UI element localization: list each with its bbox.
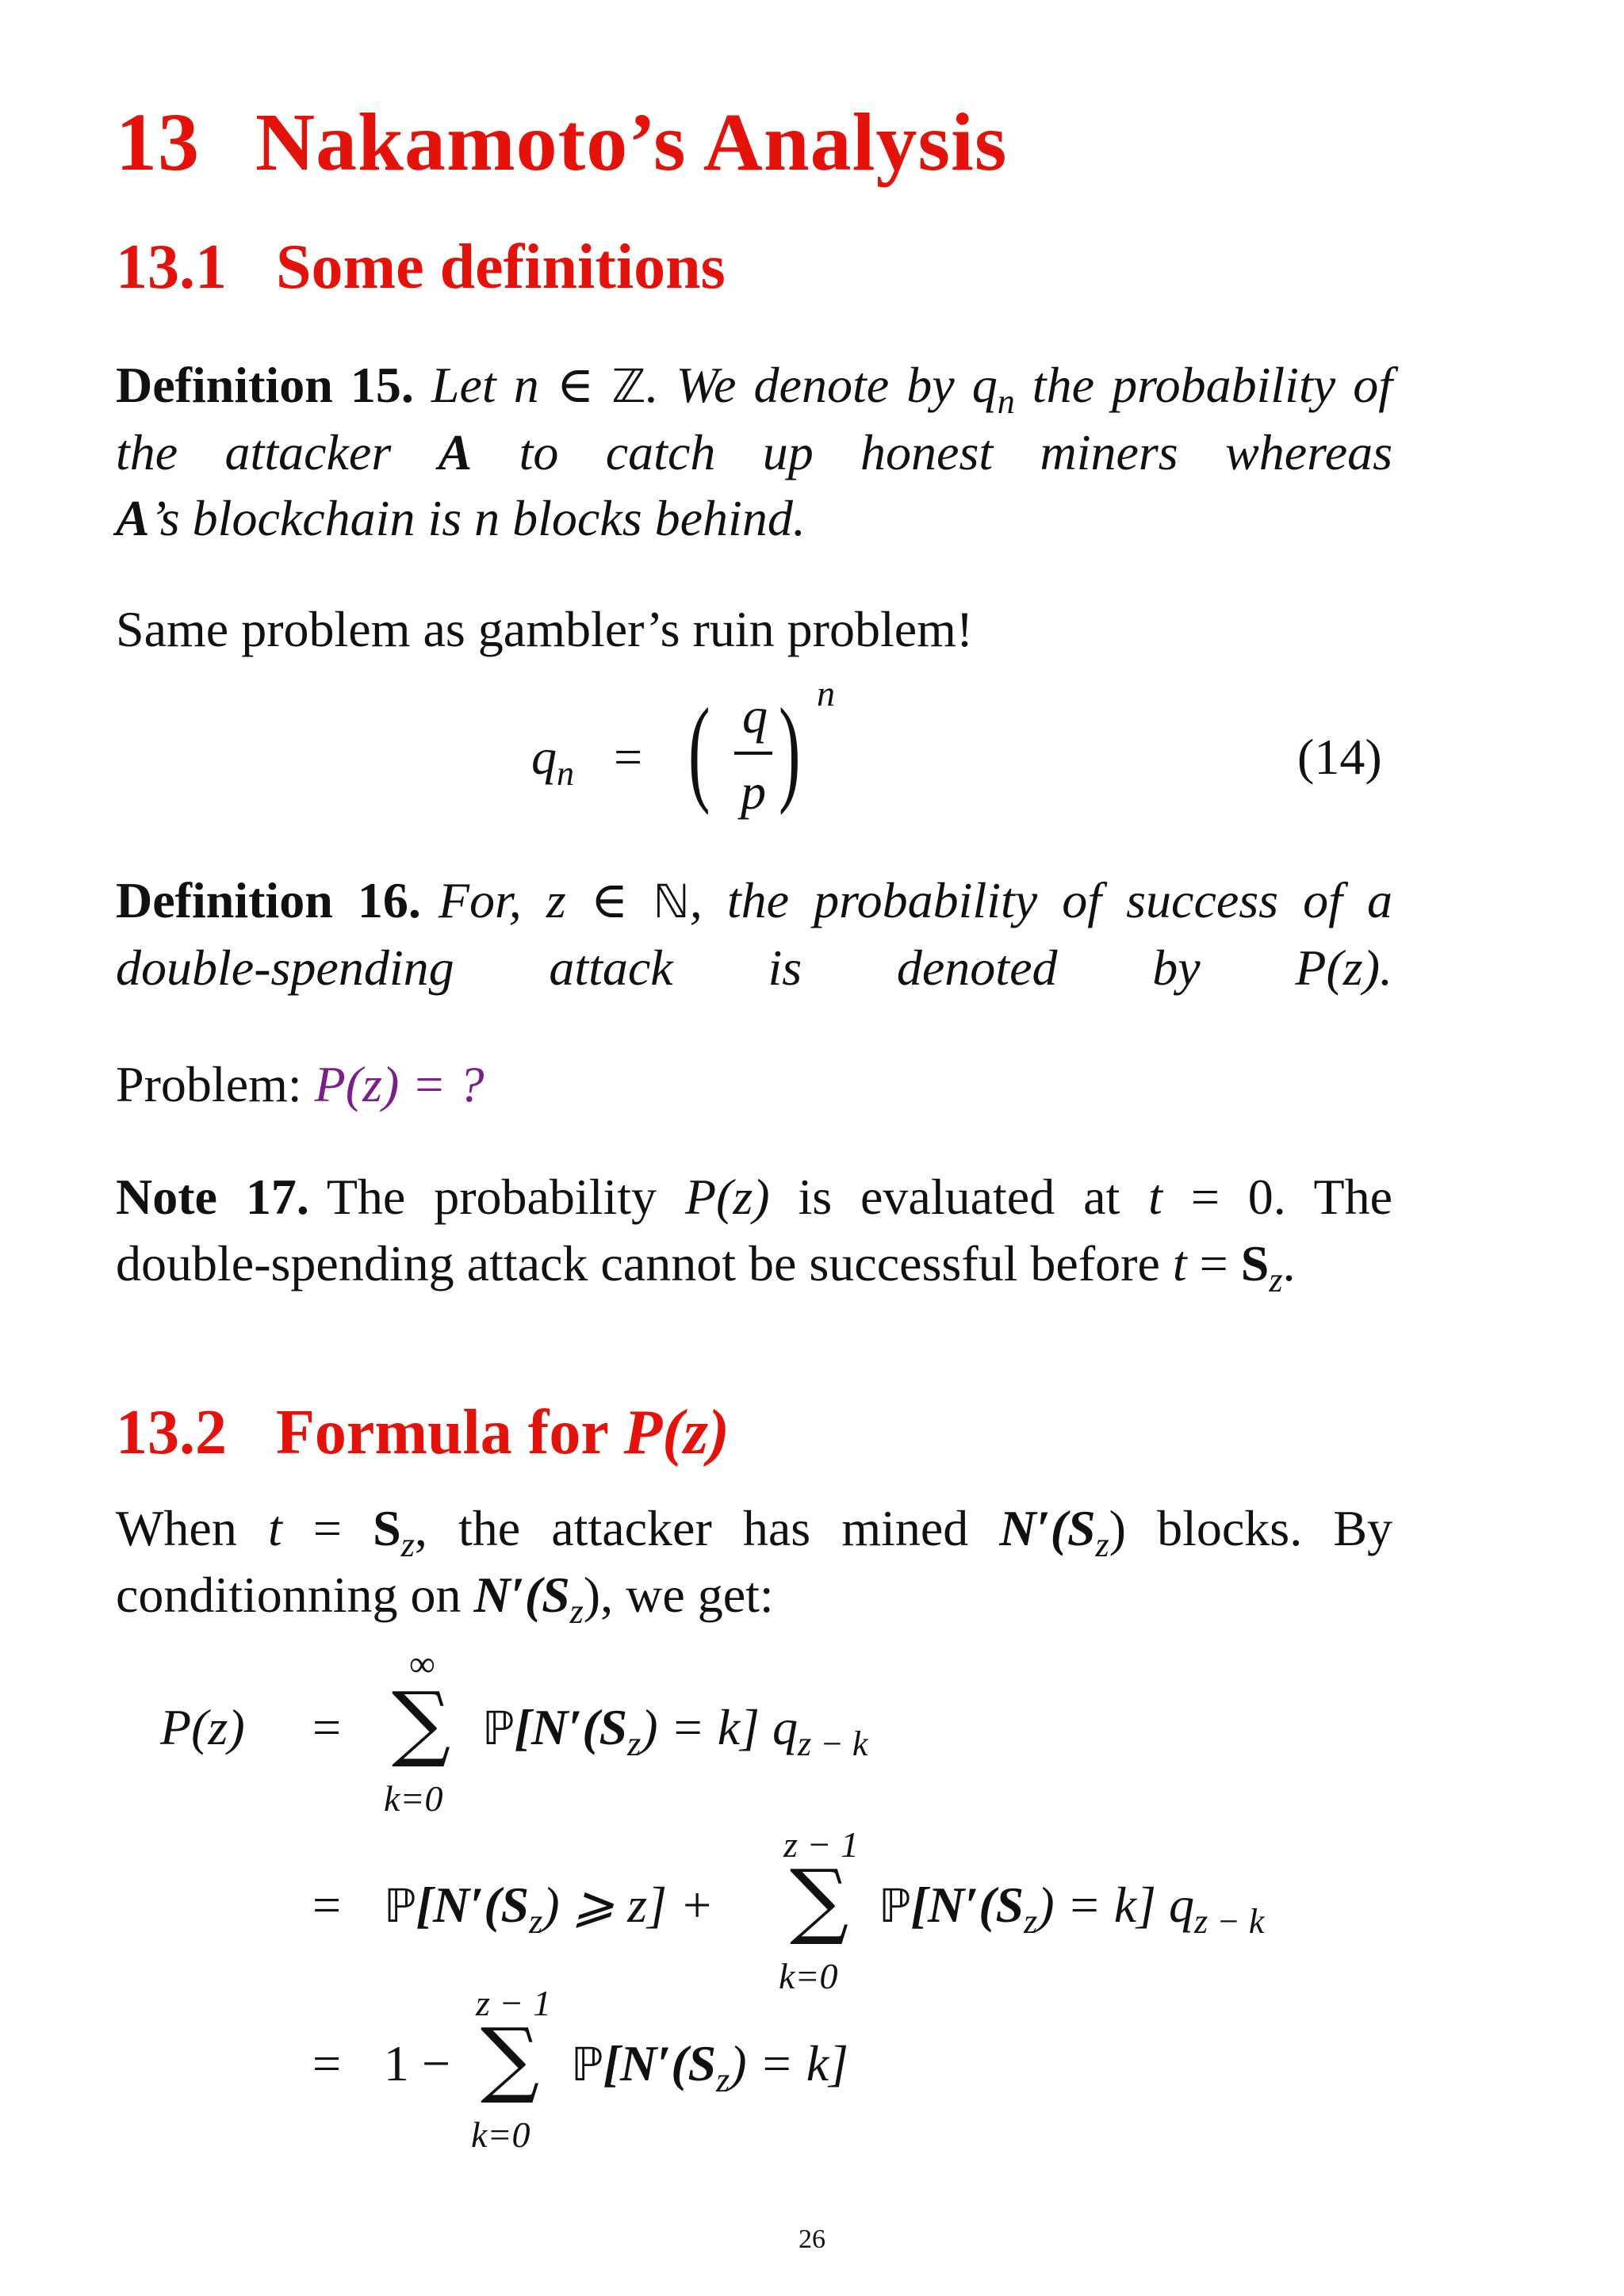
eq-term: ) ⩾ z] + (542, 1877, 714, 1933)
subsection-title-2: Formula for (276, 1398, 624, 1468)
math-t: t (1172, 1235, 1187, 1292)
note-17 (116, 1164, 1392, 1297)
math-sub-z: z (1269, 1261, 1283, 1299)
math-integers: ℤ (611, 359, 646, 413)
eq-term: ) = k] q (1037, 1877, 1195, 1933)
definition-15-label: Definition 15. (116, 357, 414, 413)
math-t: t (1148, 1169, 1162, 1225)
prob-symbol: ℙ (482, 1701, 515, 1755)
formula-intro (116, 1495, 1393, 1631)
eq-line-3-one: 1 − (384, 2035, 451, 2091)
eq-line-2-second (879, 1876, 1265, 1941)
math-n: n (513, 357, 539, 413)
section-title (116, 95, 1007, 189)
definition-15 (116, 352, 1392, 486)
math-S: S (1240, 1235, 1270, 1292)
math-paren: ) (583, 1567, 601, 1623)
equation-14 (531, 728, 574, 793)
prob-symbol: ℙ (571, 2038, 603, 2091)
math-t: t (267, 1500, 282, 1556)
math-in: ∈ (565, 872, 653, 928)
eq-equals-2: = (312, 1877, 342, 1933)
problem-label: Problem: (116, 1056, 315, 1112)
eq-line-2-first (384, 1876, 714, 1941)
def15-text: to catch up honest miners whereas (472, 424, 1392, 480)
eq-lhs-Pz: P(z) (160, 1699, 245, 1755)
eq14-tag: (14) (1297, 729, 1382, 785)
math-sub-z: z (1024, 1902, 1038, 1941)
sum2-sigma: ∑ (790, 1851, 849, 1948)
subsection-title-1: Some definitions (276, 232, 726, 302)
eq14-lhs-sub: n (557, 754, 574, 793)
subsection-title-2-math: P(z) (623, 1398, 730, 1468)
math-equals: = (1186, 1235, 1241, 1292)
math-sub-z: z (716, 2061, 730, 2099)
math-sub-z: z (627, 1724, 642, 1763)
eq-term: ) = k] (730, 2035, 849, 2091)
note17-text: is evaluated at (769, 1169, 1149, 1225)
def15-text: ’s blockchain is (149, 490, 475, 546)
math-z: z (546, 872, 566, 928)
eq14-numerator: q (742, 687, 768, 744)
subsection-number-2: 13.2 (116, 1398, 227, 1468)
math-q: q (971, 357, 998, 413)
math-equals: = (282, 1500, 373, 1556)
eq-term: [N′(S (910, 1877, 1025, 1933)
def15-text: Let (431, 357, 514, 413)
sum3-sigma: ∑ (481, 2010, 540, 2107)
definition-16-label: Definition 16. (116, 872, 421, 928)
section-title-text: Nakamoto’s Analysis (255, 97, 1008, 188)
sum2-lower: k=0 (779, 1956, 838, 1996)
def15-text: the probability of the attacker (116, 357, 1393, 480)
note17-text: . (1282, 1235, 1296, 1292)
math-attacker-A: A (116, 490, 150, 546)
definition-15-continued (116, 485, 1392, 552)
eq14-fraction-bar (734, 752, 772, 755)
subsection-heading-1 (116, 232, 726, 304)
def16-text: , the probability of success of a double-spending attack is denoted by (116, 872, 1393, 996)
eq-equals-3: = (312, 2035, 342, 2091)
eq-term: [N′(S (416, 1877, 530, 1933)
sum1-sigma: ∑ (392, 1674, 451, 1770)
eq14-lhs: q (531, 729, 557, 785)
eq14-right-paren: ) (779, 684, 801, 816)
sum3-upper: z − 1 (476, 1983, 551, 2023)
note17-text: = 0. The double-spending attack cannot be successful before (116, 1169, 1393, 1292)
eq-term: [N′(S (514, 1699, 628, 1755)
math-naturals: ℕ (653, 874, 690, 928)
def15-text: . We denote by (645, 357, 972, 413)
eq-line-3-body (571, 2034, 849, 2099)
sum1-upper: ∞ (409, 1644, 435, 1684)
sum1-lower: k=0 (384, 1778, 443, 1819)
def16-text: . (1380, 939, 1392, 996)
math-sub-z-k: z − k (1194, 1902, 1265, 1941)
definition-16 (116, 867, 1392, 1001)
math-paren: ) (1109, 1500, 1126, 1556)
subsection-number-1: 13.1 (116, 232, 227, 302)
formula-text: When (116, 1500, 268, 1556)
math-S: S (373, 1500, 401, 1556)
math-N-prime: N′(S (473, 1567, 570, 1623)
def15-text: blocks behind. (500, 490, 806, 546)
eq14-equals: = (614, 729, 643, 785)
eq-term: [N′(S (603, 2035, 717, 2091)
problem-line (116, 1051, 1392, 1118)
eq-term: ) = k] q (641, 1699, 799, 1755)
formula-text: , the attacker has mined (414, 1500, 1000, 1556)
page-number: 26 (799, 2225, 825, 2254)
math-Pz: P(z) (1295, 939, 1380, 996)
math-sub-z-k: z − k (798, 1724, 868, 1763)
math-Pz: P(z) (684, 1169, 770, 1225)
math-sub-n: n (997, 382, 1015, 421)
math-N-prime: N′(S (999, 1500, 1096, 1556)
math-in: ∈ (538, 357, 612, 413)
math-sub-z: z (569, 1592, 584, 1631)
eq14-left-paren: ( (688, 684, 710, 816)
eq-line-1-body (482, 1698, 868, 1763)
section-number: 13 (116, 97, 200, 188)
prob-symbol: ℙ (879, 1879, 911, 1933)
math-sub-z: z (1095, 1525, 1109, 1564)
sum3-lower: k=0 (471, 2114, 530, 2155)
eq14-exponent: n (817, 673, 835, 714)
eq-equals-1: = (312, 1699, 342, 1755)
sum2-upper: z − 1 (783, 1824, 859, 1865)
def16-text: For, (438, 872, 546, 928)
prob-symbol: ℙ (384, 1879, 416, 1933)
note-17-label: Note 17. (116, 1169, 309, 1225)
note17-text: The probability (326, 1169, 685, 1225)
gambler-ruin-text: Same problem as gambler’s ruin problem! (116, 601, 974, 657)
formula-text: blocks. By conditionning on (116, 1500, 1393, 1623)
eq14-denominator: p (741, 763, 766, 820)
math-n: n (474, 490, 500, 546)
subsection-heading-2 (116, 1397, 730, 1469)
formula-text: , we get: (600, 1567, 774, 1623)
problem-expression: P(z) = ? (314, 1056, 485, 1112)
math-sub-z: z (529, 1902, 543, 1941)
math-attacker-A: A (438, 424, 473, 480)
math-sub-z: z (400, 1525, 415, 1564)
